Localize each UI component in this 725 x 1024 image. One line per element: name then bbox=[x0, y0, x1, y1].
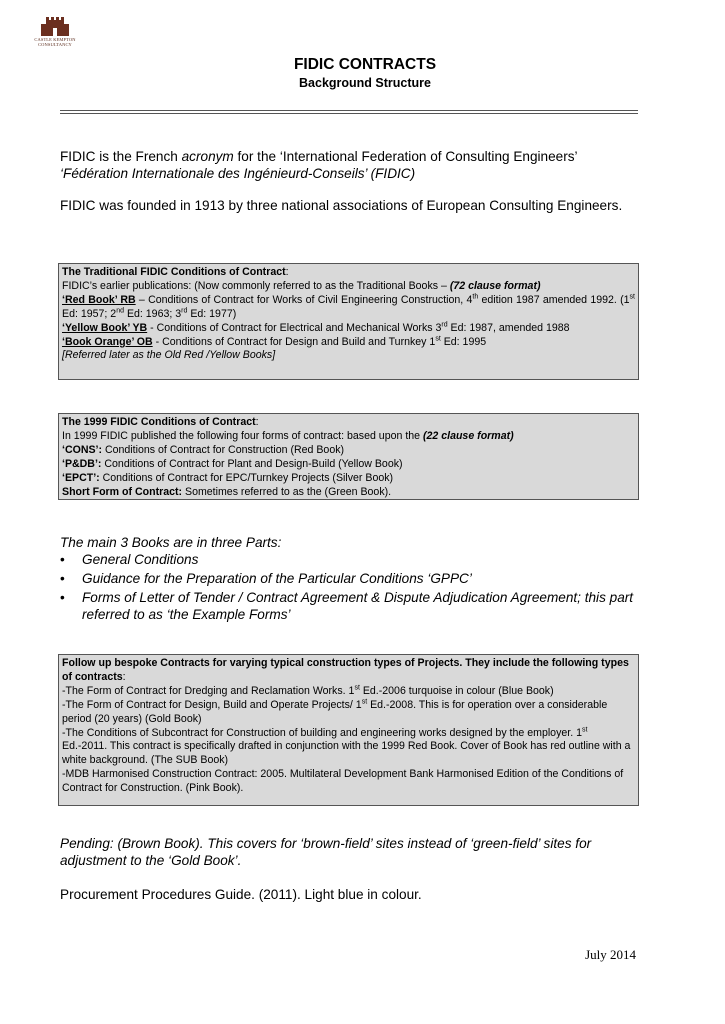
yellow-book-label: ‘Yellow Book’ YB bbox=[62, 321, 148, 334]
list-item: • General Conditions bbox=[60, 551, 638, 568]
box-heading: The Traditional FIDIC Conditions of Contract bbox=[62, 266, 286, 278]
intro-paragraph-1: FIDIC is the French acronym for the ‘International Federation of Consulting Engineers’ ‘Fédération Internationale des Ingénieurd-Conseils’ (FIDIC) bbox=[60, 149, 578, 181]
list-item: • Forms of Letter of Tender / Contract Agreement & Dispute Adjudication Agreement; this part referred to as ‘the Example Forms’ bbox=[60, 589, 638, 623]
footer-date: July 2014 bbox=[585, 947, 636, 962]
bespoke-contracts-box: Follow up bespoke Contracts for varying typical construction types of Projects. They include the following types of contracts: -The Form of Contract for Dredging and Reclamation Works. 1st Ed.-2006 turquoise in colour (Blue Book) -The Form of Contract for Design, Build and Operate Projects/ 1st Ed.-2008. This is for operation over a considerable period (20 years) (Gold Book) -The Conditions of Subcontract for Construction of building and engineering works designed by the employer. 1st Ed.-2011. This contract is specifically drafted in conjunction with the 1999 Red Book. Cover of Book has red outline with a white background. (The SUB Book) -MDB Harmonised Construction Contract: 2005. Multilateral Development Bank Harmonised Edition of the Conditions of Contract for Construction. (Pink Book). bbox=[58, 654, 639, 806]
page-subtitle: Background Structure bbox=[299, 76, 431, 90]
traditional-contracts-box: The Traditional FIDIC Conditions of Contract: FIDIC’s earlier publications: (Now commonly referred to as the Traditional Books – (72 clause format) ‘Red Book’ RB – Conditions of Contract for Works of Civil Engineering Construction, 4th edition 1987 amended 1992. (1st Ed: 1957; 2nd Ed: 1963; 3rd Ed: 1977) ‘Yellow Book’ YB - Conditions of Contract for Electrical and Mechanical Works 3rd Ed: 1987, amended 1988 ‘Book Orange’ OB - Conditions of Contract for Design and Build and Turnkey 1st Ed: 1995 [Referred later as the Old Red /Yellow Books] bbox=[58, 263, 639, 380]
parts-intro: The main 3 Books are in three Parts: bbox=[60, 535, 282, 550]
header-rule-bottom bbox=[60, 113, 638, 114]
box-heading: Follow up bespoke Contracts for varying typical construction types of Projects. They include the following types of contracts bbox=[62, 657, 629, 683]
procurement-paragraph: Procurement Procedures Guide. (2011). Light blue in colour. bbox=[60, 887, 422, 902]
1999-contracts-box: The 1999 FIDIC Conditions of Contract: In 1999 FIDIC published the following four forms of contract: based upon the (22 clause format) ‘CONS’: Conditions of Contract for Construction (Red Book) ‘P&DB’: Conditions of Contract for Plant and Design-Build (Yellow Book) ‘EPCT’: Conditions of Contract for EPC/Turnkey Projects (Silver Book) Short Form of Contract: Sometimes referred to as the (Green Book). bbox=[58, 413, 639, 500]
header-rule-top bbox=[60, 110, 638, 111]
parts-list bbox=[60, 551, 638, 625]
red-book-label: ‘Red Book’ RB bbox=[62, 293, 136, 306]
box-heading: The 1999 FIDIC Conditions of Contract bbox=[62, 416, 256, 428]
castle-logo bbox=[30, 14, 80, 54]
intro-paragraph-2: FIDIC was founded in 1913 by three national associations of European Consulting Engineers. bbox=[60, 198, 623, 213]
page-title: FIDIC CONTRACTS bbox=[293, 56, 437, 73]
pending-paragraph: Pending: (Brown Book). This covers for ‘brown-field’ sites instead of ‘green-field’ sites for adjustment to the ‘Gold Book’. bbox=[60, 836, 592, 868]
orange-book-label: ‘Book Orange’ OB bbox=[62, 335, 153, 348]
logo-caption: CASTLE KEMPTON CONSULTANCY bbox=[34, 37, 76, 47]
list-item: • Guidance for the Preparation of the Particular Conditions ‘GPPC’ bbox=[60, 570, 638, 587]
